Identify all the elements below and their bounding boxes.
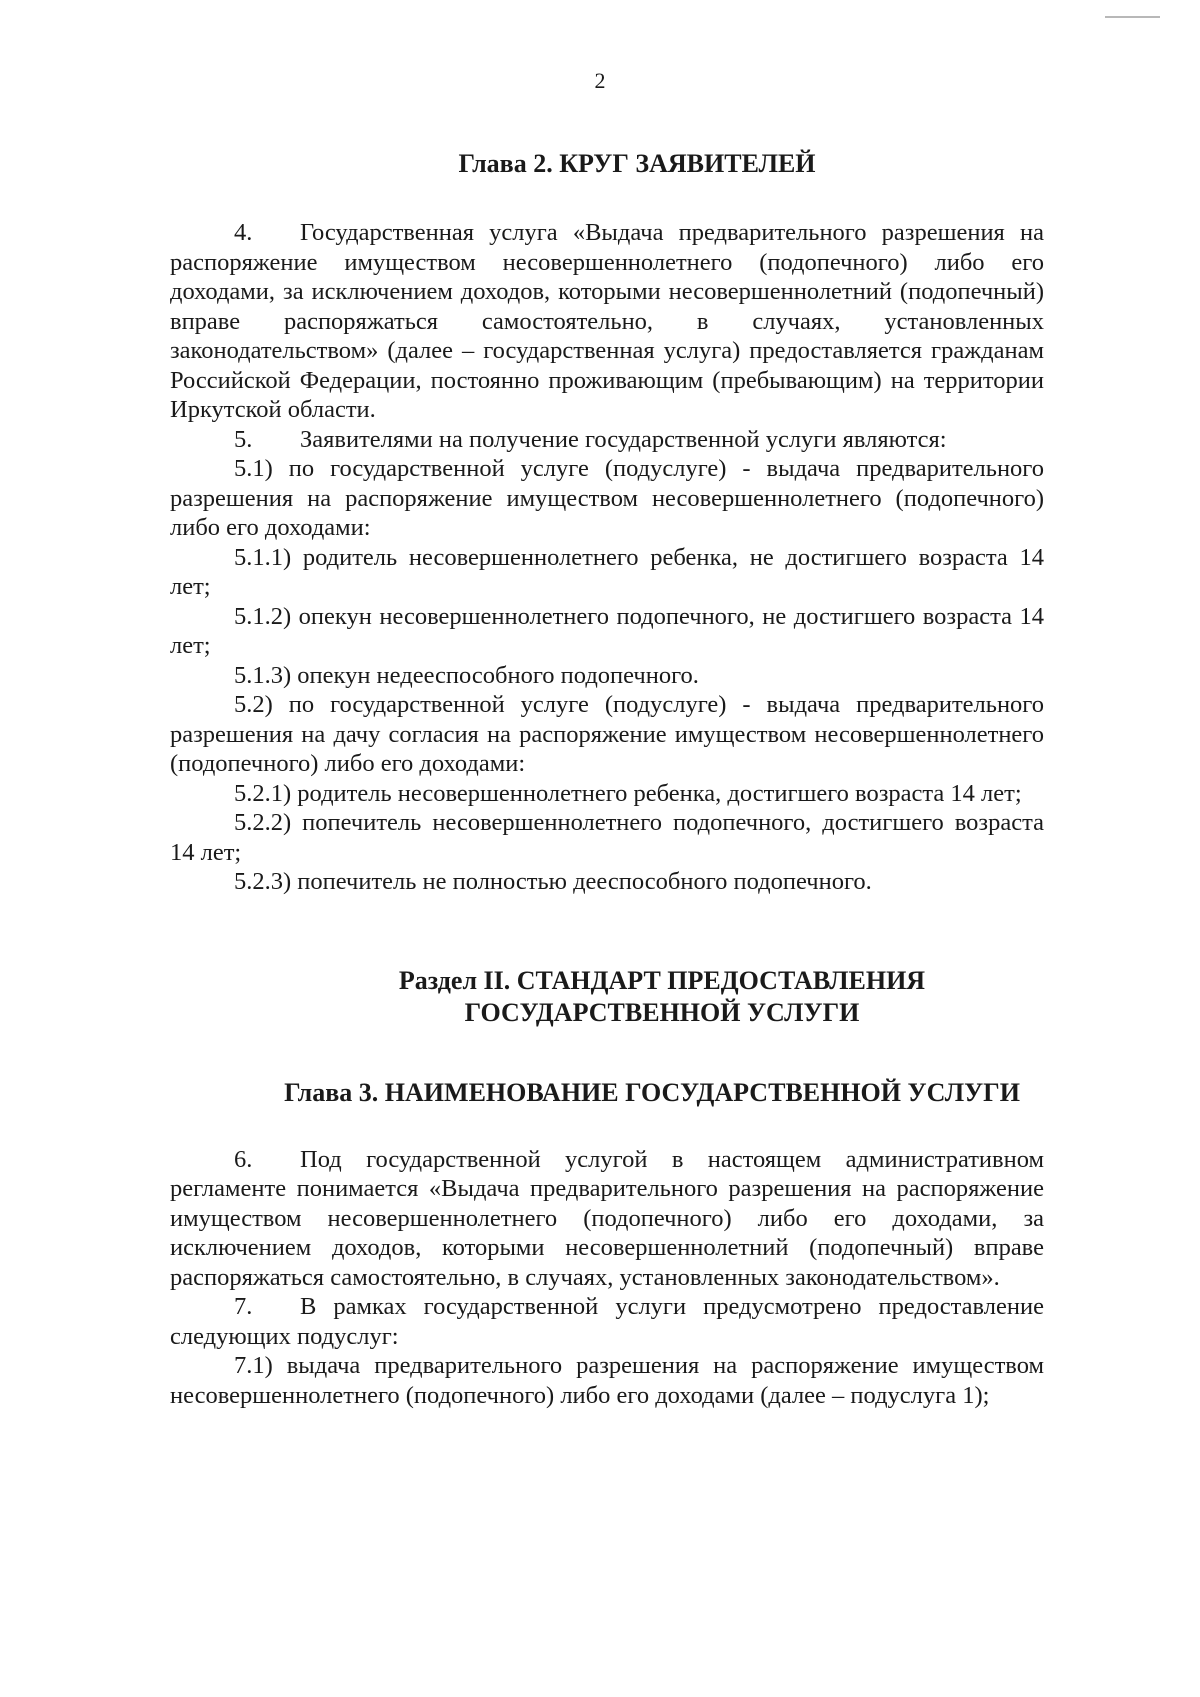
paragraph-5-1-2: 5.1.2) опекун несовершеннолетнего подопечного, не достигшего возраста 14 лет;: [170, 602, 1044, 659]
paragraph-text: В рамках государственной услуги предусмотрено предоставление следующих подуслуг:: [170, 1293, 1044, 1350]
paragraph-5: [170, 425, 1044, 455]
paragraph-5-2: 5.2) по государственной услуге (подуслуге) - выдача предварительного разрешения на дачу согласия на распоряжение имуществом несовершеннолетнего (подопечного) либо его доходами:: [170, 691, 1044, 777]
paragraph-number: 4.: [234, 219, 253, 246]
section-2-title-line-1: Раздел II. СТАНДАРТ ПРЕДОСТАВЛЕНИЯ: [398, 965, 926, 995]
paragraph-5-1-1: 5.1.1) родитель несовершеннолетнего ребенка, не достигшего возраста 14 лет;: [170, 543, 1044, 600]
paragraph-number: 7.: [234, 1293, 253, 1320]
paragraph-5-2-1: 5.2.1) родитель несовершеннолетнего ребенка, достигшего возраста 14 лет;: [234, 779, 1022, 807]
paragraph-number: 5.: [234, 425, 253, 453]
paragraph-number: 6.: [234, 1145, 253, 1173]
section-2-title: [170, 965, 1044, 1029]
paragraph-7-1: 7.1) выдача предварительного разрешения на распоряжение имуществом несовершеннолетнего (подопечного) либо его доходами (далее – подуслуга 1);: [170, 1352, 1044, 1409]
paragraph-text: Государственная услуга «Выдача предварительного разрешения на распоряжение имуществом несовершеннолетнего (подопечного) либо его доходами, за исключением доходов, которыми несовершеннолетний (подопечный) вправе распоряжаться самостоятельно, в случаях, установленных законодательством» (далее – государственная услуга) предоставляется гражданам Российской Федерации, постоянно проживающим (пребывающим) на территории Иркутской области.: [170, 219, 1044, 423]
paragraph-5-2-2: 5.2.2) попечитель несовершеннолетнего подопечного, достигшего возраста 14 лет;: [170, 809, 1044, 866]
section-2-title-line-2: ГОСУДАРСТВЕННОЙ УСЛУГИ: [464, 997, 860, 1027]
chapter-2-title: Глава 2. КРУГ ЗАЯВИТЕЛЕЙ: [458, 149, 816, 178]
scan-artifact-line: [1105, 16, 1160, 18]
paragraph-6: [170, 1145, 1044, 1293]
paragraph-5-1: 5.1) по государственной услуге (подуслуге) - выдача предварительного разрешения на распоряжение имуществом несовершеннолетнего (подопечного) либо его доходами:: [170, 455, 1044, 541]
paragraph-5-1-3: 5.1.3) опекун недееспособного подопечного.: [234, 661, 699, 689]
paragraph-text: Под государственной услугой в настоящем административном регламенте понимается «Выдача предварительного разрешения на распоряжение имуществом несовершеннолетнего (подопечного) либо его доходами, за исключением доходов, которыми несовершеннолетний (подопечный) вправе распоряжаться самостоятельно, в случаях, установленных законодательством».: [170, 1145, 1044, 1291]
document-body: [170, 148, 1044, 1410]
page-number: 2: [594, 68, 606, 93]
paragraph-7: [170, 1292, 1044, 1351]
chapter-3-title: Глава 3. НАИМЕНОВАНИЕ ГОСУДАРСТВЕННОЙ УСЛУГИ: [284, 1077, 1020, 1107]
paragraph-4: [170, 218, 1044, 425]
paragraph-5-2-3: 5.2.3) попечитель не полностью дееспособного подопечного.: [234, 868, 872, 895]
paragraph-text: Заявителями на получение государственной услуги являются:: [300, 425, 947, 453]
